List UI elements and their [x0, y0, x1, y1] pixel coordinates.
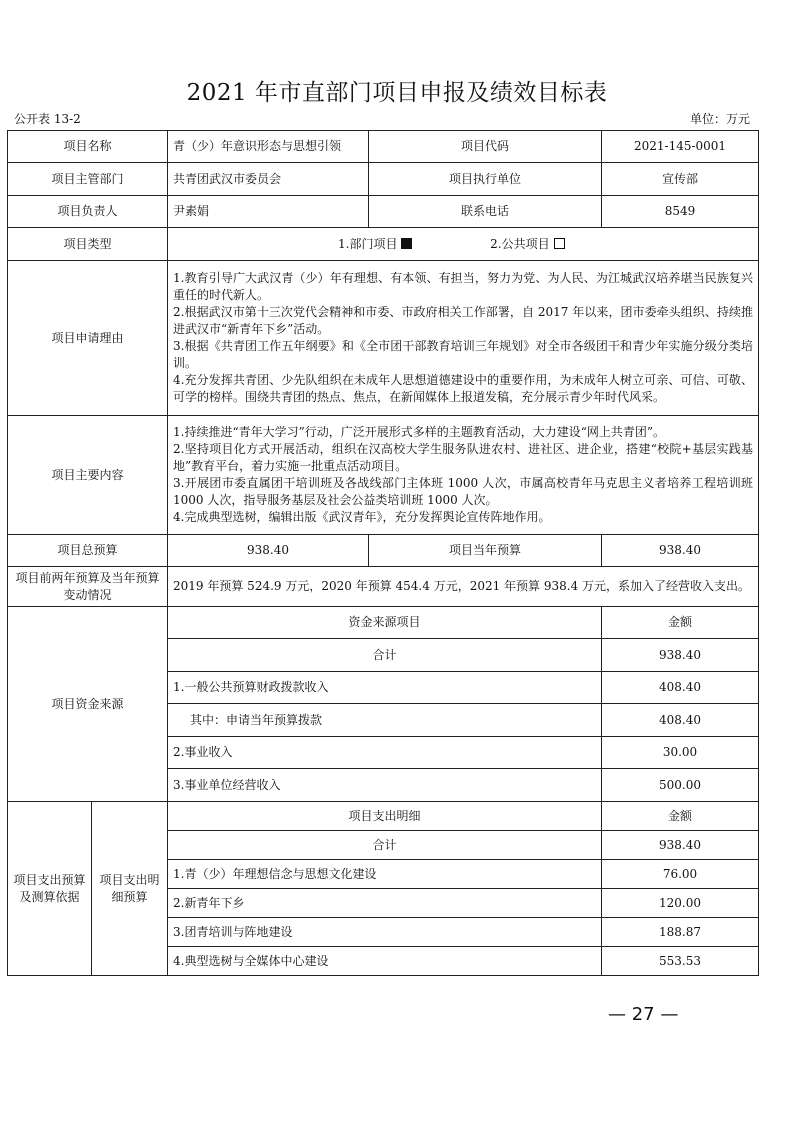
reason-item: 1.教育引导广大武汉青（少）年有理想、有本领、有担当，努力为党、为人民、为江城武汉培养堪当民族复兴重任的时代新人。 — [173, 271, 754, 302]
type-option-public: 2.公共项目 — [490, 236, 550, 251]
fund-item-name: 合计 — [168, 639, 602, 672]
checked-box-icon — [401, 238, 412, 249]
exec-unit-label: 项目执行单位 — [369, 163, 602, 196]
page-number: — 27 — — [608, 1004, 679, 1025]
fund-source-label: 项目资金来源 — [8, 607, 168, 802]
budget-change-label: 项目前两年预算及当年预算变动情况 — [8, 567, 168, 607]
project-name-label: 项目名称 — [8, 131, 168, 163]
expense-item-amount: 553.53 — [602, 947, 759, 976]
fund-item-name: 2.事业收入 — [168, 737, 602, 769]
dept-value: 共青团武汉市委员会 — [168, 163, 369, 196]
phone-label: 联系电话 — [369, 196, 602, 228]
table-row — [8, 163, 759, 196]
content-item: 4.完成典型选树，编辑出版《武汉青年》，充分发挥舆论宣传阵地作用。 — [173, 510, 551, 524]
phone-value: 8549 — [602, 196, 759, 228]
expense-head-item: 项目支出明细 — [168, 802, 602, 831]
content-body — [168, 416, 759, 535]
type-label: 项目类型 — [8, 228, 168, 261]
table-row — [8, 802, 759, 831]
fund-item-amount: 408.40 — [602, 704, 759, 737]
year-budget-label: 项目当年预算 — [369, 535, 602, 567]
fund-head-amount: 金额 — [602, 607, 759, 639]
year-budget-value: 938.40 — [602, 535, 759, 567]
leader-value: 尹素娟 — [168, 196, 369, 228]
expense-item-amount: 120.00 — [602, 889, 759, 918]
fund-item-amount: 408.40 — [602, 672, 759, 704]
fund-item-amount: 500.00 — [602, 769, 759, 802]
reason-label: 项目申请理由 — [8, 261, 168, 416]
content-item: 2.坚持项目化方式开展活动，组织在汉高校大学生服务队进农村、进社区、进企业，搭建“校院+基层实践基地”教育平台，着力实施一批重点活动项目。 — [173, 442, 754, 473]
reason-item: 4.充分发挥共青团、少先队组织在未成年人思想道德建设中的重要作用，为未成年人树立可亲、可信、可敬、可学的榜样。围绕共青团的热点、焦点，在新闻媒体上报道发稿，充分展示青少年时代风采。 — [173, 373, 754, 404]
fund-head-item: 资金来源项目 — [168, 607, 602, 639]
unchecked-box-icon — [554, 238, 565, 249]
content-item: 1.持续推进“青年大学习”行动，广泛开展形式多样的主题教育活动，大力建设“网上共青团”。 — [173, 425, 666, 439]
leader-label: 项目负责人 — [8, 196, 168, 228]
expense-item-name: 1.青（少）年理想信念与思想文化建设 — [168, 860, 602, 889]
form-number: 公开表 13-2 — [14, 112, 81, 126]
table-row — [8, 228, 759, 261]
expense-item-name: 合计 — [168, 831, 602, 860]
table-row — [8, 607, 759, 639]
expense-item-name: 4.典型选树与全媒体中心建设 — [168, 947, 602, 976]
table-row — [8, 567, 759, 607]
type-value — [168, 228, 759, 261]
table-row — [8, 196, 759, 228]
project-code-label: 项目代码 — [369, 131, 602, 163]
expense-item-amount: 938.40 — [602, 831, 759, 860]
content-item: 3.开展团市委直属团干培训班及各战线部门主体班 1000 人次，市属高校青年马克思主义者培养工程培训班 1000 人次，指导服务基层及社会公益类培训班 1000 人次。 — [173, 476, 754, 507]
project-name-value: 青（少）年意识形态与思想引领 — [168, 131, 369, 163]
table-row — [8, 261, 759, 416]
expense-item-name: 2.新青年下乡 — [168, 889, 602, 918]
expense-inner-label: 项目支出明细预算 — [92, 802, 168, 976]
content-label: 项目主要内容 — [8, 416, 168, 535]
fund-item-amount: 30.00 — [602, 737, 759, 769]
page-title: 2021 年市直部门项目申报及绩效目标表 — [186, 80, 608, 106]
expense-outer-label: 项目支出预算及测算依据 — [8, 802, 92, 976]
fund-item-name: 其中：申请当年预算拨款 — [168, 704, 602, 737]
dept-label: 项目主管部门 — [8, 163, 168, 196]
table-row — [8, 131, 759, 163]
project-code-value: 2021-145-0001 — [602, 131, 759, 163]
type-option-department: 1.部门项目 — [338, 236, 398, 251]
unit-label: 单位：万元 — [689, 112, 750, 126]
table-row — [8, 535, 759, 567]
expense-item-name: 3.团青培训与阵地建设 — [168, 918, 602, 947]
reason-item: 3.根据《共青团工作五年纲要》和《全市团干部教育培训三年规划》对全市各级团干和青少年实施分级分类培训。 — [173, 339, 754, 370]
fund-item-name: 3.事业单位经营收入 — [168, 769, 602, 802]
expense-item-amount: 76.00 — [602, 860, 759, 889]
exec-unit-value: 宣传部 — [602, 163, 759, 196]
reason-content — [168, 261, 759, 416]
total-budget-value: 938.40 — [168, 535, 369, 567]
expense-head-amount: 金额 — [602, 802, 759, 831]
project-table — [7, 130, 759, 976]
budget-change-value: 2019 年预算 524.9 万元，2020 年预算 454.4 万元，2021 年预算 938.4 万元，系加入了经营收入支出。 — [168, 567, 759, 607]
reason-item: 2.根据武汉市第十三次党代会精神和市委、市政府相关工作部署，自 2017 年以来，团市委牵头组织、持续推进武汉市“新青年下乡”活动。 — [173, 305, 754, 336]
fund-item-name: 1.一般公共预算财政拨款收入 — [168, 672, 602, 704]
table-row — [8, 416, 759, 535]
total-budget-label: 项目总预算 — [8, 535, 168, 567]
expense-item-amount: 188.87 — [602, 918, 759, 947]
fund-item-amount: 938.40 — [602, 639, 759, 672]
